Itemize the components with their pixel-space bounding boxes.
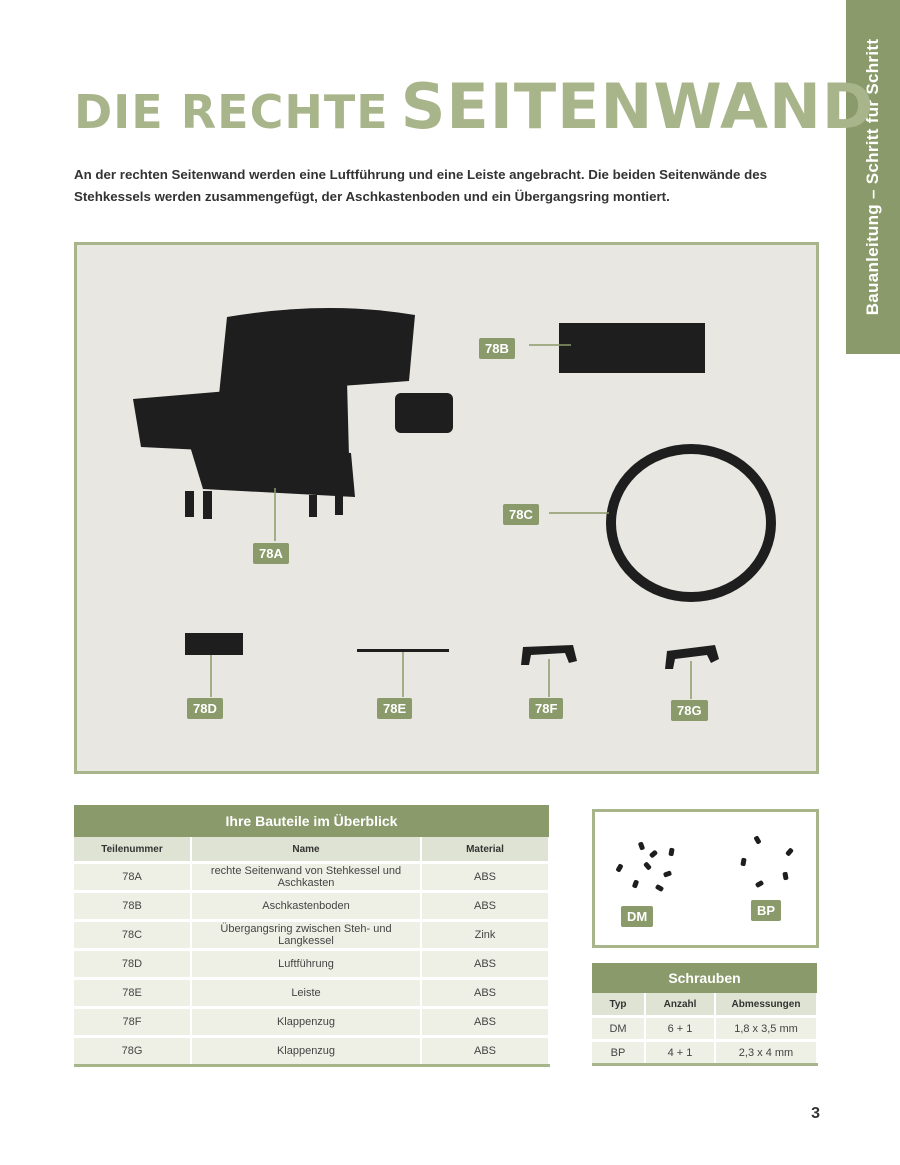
part-78e-shape <box>357 649 449 652</box>
part-id: 78A <box>74 863 191 892</box>
screw-icon <box>615 863 623 872</box>
screw-icon <box>755 880 764 888</box>
part-name: Luftführung <box>191 950 421 979</box>
part-material: ABS <box>421 979 549 1008</box>
part-name: rechte Seitenwand von Stehkessel und Aschkasten <box>191 863 421 892</box>
screw-icon <box>663 870 672 877</box>
col-header-material: Material <box>421 837 549 863</box>
screw-icon <box>649 850 658 859</box>
screw-type: DM <box>592 1017 645 1041</box>
col-header-name: Name <box>191 837 421 863</box>
part-78d-shape <box>185 633 243 655</box>
part-name: Leiste <box>191 979 421 1008</box>
screw-type: BP <box>592 1041 645 1065</box>
part-78c-shape <box>611 449 771 597</box>
part-id: 78E <box>74 979 191 1008</box>
col-header-id: Teilenummer <box>74 837 191 863</box>
part-78b-shape <box>559 323 705 373</box>
screw-icon <box>785 847 794 856</box>
part-id: 78G <box>74 1037 191 1066</box>
screw-icon <box>668 848 674 857</box>
part-material: ABS <box>421 863 549 892</box>
screws-photo <box>592 809 819 948</box>
screw-count: 6 + 1 <box>645 1017 715 1041</box>
screw-icon <box>655 884 664 892</box>
part-material: ABS <box>421 950 549 979</box>
part-material: ABS <box>421 1037 549 1066</box>
table-row <box>74 1037 549 1066</box>
table-row <box>74 921 549 950</box>
parts-photo <box>74 242 819 774</box>
screw-icon <box>782 872 788 881</box>
side-tab <box>846 0 900 354</box>
label-78d: 78D <box>187 698 223 719</box>
screw-size: 2,3 x 4 mm <box>715 1041 817 1065</box>
screw-icon <box>638 841 645 850</box>
table-row <box>74 950 549 979</box>
screws-table <box>592 963 818 1066</box>
screw-icon <box>643 861 652 870</box>
screws-table-title: Schrauben <box>592 963 817 993</box>
title-part-2: SEITENWAND <box>400 70 875 143</box>
part-id: 78B <box>74 892 191 921</box>
part-name: Klappenzug <box>191 1008 421 1037</box>
col-header-count: Anzahl <box>645 993 715 1017</box>
part-id: 78D <box>74 950 191 979</box>
screw-icon <box>753 835 761 844</box>
table-row <box>74 863 549 892</box>
part-78a-shape <box>133 308 453 519</box>
screw-count: 4 + 1 <box>645 1041 715 1065</box>
part-id: 78C <box>74 921 191 950</box>
label-78c: 78C <box>503 504 539 525</box>
screw-size: 1,8 x 3,5 mm <box>715 1017 817 1041</box>
part-name: Klappenzug <box>191 1037 421 1066</box>
table-row <box>74 1008 549 1037</box>
page-title <box>74 70 875 143</box>
table-row <box>74 892 549 921</box>
part-id: 78F <box>74 1008 191 1037</box>
part-material: ABS <box>421 892 549 921</box>
page-number: 3 <box>811 1105 820 1122</box>
label-78e: 78E <box>377 698 412 719</box>
table-row <box>74 979 549 1008</box>
screw-icon <box>632 879 639 888</box>
intro-text: An der rechten Seitenwand werden eine Luftführung und eine Leiste angebracht. Die beiden Seitenwände des Stehkessels werden zusammengefügt, der Aschkastenboden und ein Übergangsring montiert. <box>74 167 768 204</box>
part-material: ABS <box>421 1008 549 1037</box>
parts-illustration <box>77 245 816 771</box>
part-78g-shape <box>665 645 719 669</box>
label-78b: 78B <box>479 338 515 359</box>
table-row <box>592 1041 817 1065</box>
col-header-size: Abmessungen <box>715 993 817 1017</box>
label-78f: 78F <box>529 698 563 719</box>
screw-icon <box>740 858 746 867</box>
label-bp: BP <box>751 900 781 921</box>
parts-table <box>74 805 550 1067</box>
title-part-1: DIE RECHTE <box>74 85 389 139</box>
label-dm: DM <box>621 906 653 927</box>
parts-table-title: Ihre Bauteile im Überblick <box>74 805 549 837</box>
label-78g: 78G <box>671 700 708 721</box>
col-header-type: Typ <box>592 993 645 1017</box>
part-material: Zink <box>421 921 549 950</box>
part-name: Aschkastenboden <box>191 892 421 921</box>
part-name: Übergangsring zwischen Steh- und Langkessel <box>191 921 421 950</box>
side-tab-label: Bauanleitung – Schritt für Schritt <box>863 38 882 316</box>
table-row <box>592 1017 817 1041</box>
label-78a: 78A <box>253 543 289 564</box>
